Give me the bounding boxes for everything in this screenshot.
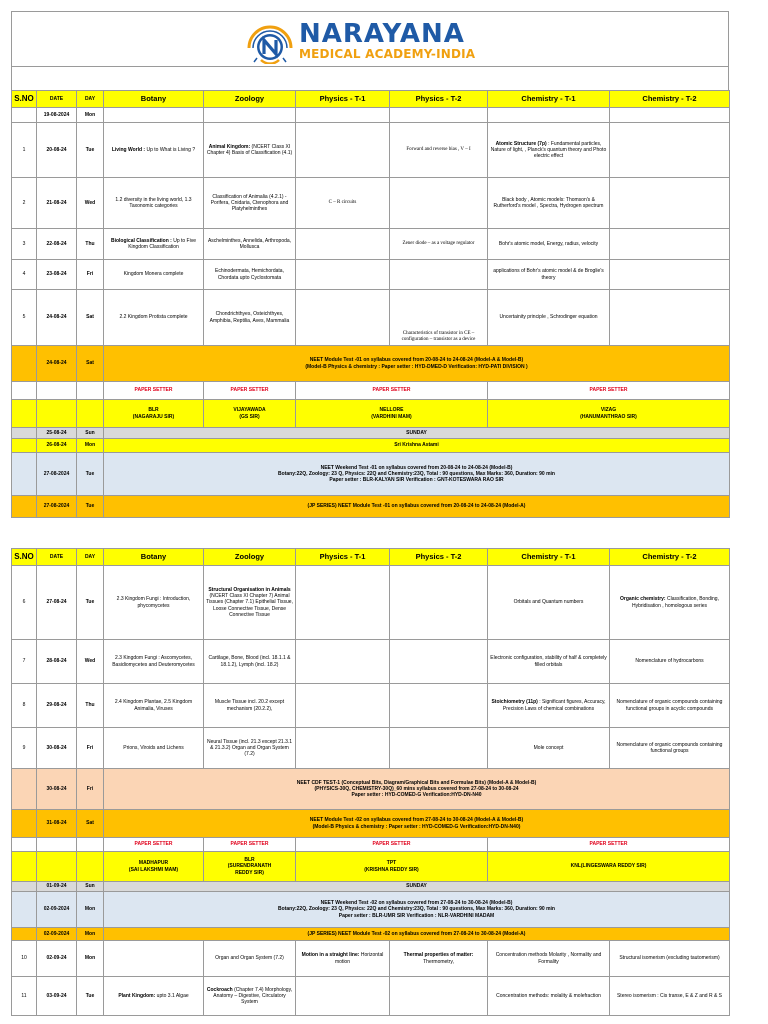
header-botany: Botany: [104, 91, 204, 108]
cell-date: 21-08-24: [37, 178, 77, 229]
holiday-row: [12, 439, 730, 453]
cell-zoology: Chondrichthyes, Osteichthyes, Amphibia, Reptilia, Aves, Mammalia: [204, 290, 296, 346]
cell-physics-t1: [296, 684, 390, 728]
cell-day: Tue: [77, 566, 104, 640]
topic-text: Thermometry,: [423, 958, 454, 965]
header-chemistry-t1: Chemistry - T-1: [488, 91, 610, 108]
weekend-test-banner: [104, 892, 730, 928]
cell-chemistry-t1: Uncertainity principle , Schrodinger equation: [488, 290, 610, 346]
cell-zoology: [204, 108, 296, 123]
topic-heading: Structural Organisation in Animals: [208, 586, 291, 593]
cell-physics-t1: [296, 123, 390, 178]
topic-heading: Atomic Structure (7p): [495, 140, 547, 147]
cell-zoology: [204, 123, 296, 178]
table-row: [12, 566, 730, 640]
cell-physics-t1: [296, 640, 390, 684]
cell-chemistry-t1: Orbitals and Quantum numbers: [488, 566, 610, 640]
topic-text: : Fundamental particles, Nature of light, , Planck's quantum theory and Photo electric effect: [490, 140, 607, 160]
cell-sno: 5: [12, 290, 37, 346]
module-test-row: [12, 346, 730, 382]
topic-text: : Significant figures, Accuracy, Precision Laws of chemical combinations: [502, 699, 606, 712]
cell-botany: Prions, Viroids and Lichens: [104, 728, 204, 769]
cell-day: Tue: [77, 453, 104, 496]
cell-zoology: [204, 566, 296, 640]
cell-date: 22-08-24: [37, 229, 77, 260]
cell-chemistry-t1: [488, 108, 610, 123]
cell-chemistry-t1: Concentration methods Molarity , Normality and Formality: [488, 941, 610, 977]
cell-chemistry-t2: [610, 178, 730, 229]
cell-chemistry-t2: [610, 566, 730, 640]
cell-physics-t2: [390, 941, 488, 977]
cell-sno: 10: [12, 941, 37, 977]
table-row: [12, 977, 730, 1016]
cell-physics-t2: [390, 260, 488, 290]
narayana-logo: [245, 18, 475, 64]
paper-setter-names-row: [12, 852, 730, 882]
paper-setter-label: PAPER SETTER: [204, 838, 296, 852]
cell-date: 30-08-24: [37, 728, 77, 769]
cell-botany: Kingdom Monera complete: [104, 260, 204, 290]
weekend-test-banner: [104, 453, 730, 496]
cell-physics-t1: [296, 290, 390, 346]
cell-botany: 2.4 Kingdom Plantae, 2.5 Kingdom Animalia, Viruses: [104, 684, 204, 728]
table-row: [12, 260, 730, 290]
cell-chemistry-t2: [610, 123, 730, 178]
sunday-row: [12, 428, 730, 439]
paper-setter-label: PAPER SETTER: [296, 382, 488, 400]
cell-zoology: Aschelminthes, Annelida, Arthropoda, Mollusca: [204, 229, 296, 260]
banner-line: NEET CDF TEST-1 (Conceptual Bits, Diagram/Graphical Bits and Formulae Bits) (Model-A & Model-B): [296, 779, 537, 786]
blank-spacer-row: [11, 66, 729, 90]
header-date: DATE: [37, 91, 77, 108]
cell-physics-t1: [296, 566, 390, 640]
header-chemistry-t1: Chemistry - T-1: [488, 549, 610, 566]
cell-zoology: Echinodermata, Hemichordata, Chordata upto Cyclostomata: [204, 260, 296, 290]
paper-setter-label: PAPER SETTER: [488, 382, 730, 400]
cell-day: Thu: [77, 684, 104, 728]
cell-day: Fri: [77, 260, 104, 290]
header-botany: Botany: [104, 549, 204, 566]
cell-chemistry-t2: Nomenclature of organic compounds containing functional groups: [610, 728, 730, 769]
banner-line: Paper setter : BLR-UMR SIR Verification : NLR-VARDHINI MADAM: [338, 912, 495, 919]
cell-physics-t2: Characteristics of transistor in CE – configuration – transistor as a device: [390, 290, 488, 346]
topic-text: Classification, Bonding, Hybridisation , homologous series: [631, 596, 719, 609]
jp-series-banner: (JP SERIES) NEET Module Test -01 on syllabus covered from 20-08-24 to 24-08-24 (Model-A): [104, 496, 730, 518]
cell-day: Wed: [77, 178, 104, 229]
logo-subtitle: MEDICAL ACADEMY-INDIA: [299, 47, 476, 61]
cell-physics-t1: [296, 108, 390, 123]
topic-heading: Cockroach: [206, 986, 233, 993]
banner-line: NEET Module Test -02 on syllabus covered from 27-08-24 to 30-08-24 (Model-A & Model-B): [309, 817, 524, 824]
header-sno: S.NO: [12, 549, 37, 566]
table-row: [12, 728, 730, 769]
paper-setter-name: BLR (NAGARAJU SIR): [104, 400, 204, 428]
table-row: [12, 229, 730, 260]
banner-line: (PHYSICS-30Q, CHEMISTRY-30Q)_60 mins syllabus covered from 27-08-24 to 30-08-24: [314, 785, 519, 792]
cell-date: 20-08-24: [37, 123, 77, 178]
table-row: [12, 941, 730, 977]
table-row: [12, 684, 730, 728]
cell-date: 24-08-24: [37, 290, 77, 346]
cell-date: 02-09-2024: [37, 892, 77, 928]
topic-heading: Living World :: [111, 146, 146, 153]
paper-setter-label: PAPER SETTER: [204, 382, 296, 400]
cell-date: 27-08-24: [37, 566, 77, 640]
banner-line: Paper setter : HYD-COMED-G Verification:HYD-DN-N40: [351, 792, 482, 799]
schedule-table-1: [11, 90, 730, 518]
cell-physics-t1: [296, 260, 390, 290]
cell-physics-t1: [296, 941, 390, 977]
topic-text: Up to Five Kingdom Classification: [128, 237, 197, 250]
cell-sno: 8: [12, 684, 37, 728]
cell-chemistry-t2: [610, 108, 730, 123]
table-row: [12, 123, 730, 178]
table-row: [12, 178, 730, 229]
cell-day: Tue: [77, 496, 104, 518]
paper-setter-name: TPT (KRISHNA REDDY SIR): [296, 852, 488, 882]
cell-botany: 2.2 Kingdom Protista complete: [104, 290, 204, 346]
cell-day: Thu: [77, 229, 104, 260]
cell-date: 30-08-24: [37, 769, 77, 810]
header-chemistry-t2: Chemistry - T-2: [610, 91, 730, 108]
jp-series-banner: (JP SERIES) NEET Module Test -02 on syllabus covered from 27-08-24 to 30-08-24 (Model-A): [104, 928, 730, 941]
cell-botany: [104, 108, 204, 123]
banner-line: NEET Weekend Test -02 on syllabus covered from 27-08-24 to 30-08-24 (Model-B): [320, 900, 513, 907]
holiday-label: Sri Krishna Astami: [104, 439, 730, 453]
cell-botany: 1.2 diversity in the living world, 1.3 Taxonomic categories: [104, 178, 204, 229]
cell-botany: [104, 123, 204, 178]
cell-zoology: Muscle Tissue incl. 20.2 except mechanism (20.2.2),: [204, 684, 296, 728]
header-date: DATE: [37, 549, 77, 566]
cell-chemistry-t2: [610, 290, 730, 346]
table-header-row: [12, 549, 730, 566]
paper-setter-label: PAPER SETTER: [488, 838, 730, 852]
cell-chemistry-t1: Electronic configuration, stability of half & completely filled orbitals: [488, 640, 610, 684]
paper-setter-label: PAPER SETTER: [104, 838, 204, 852]
cell-zoology: [204, 977, 296, 1016]
cell-chemistry-t2: Nomenclature of organic compounds containing functional groups in acyclic compounds: [610, 684, 730, 728]
paper-setter-name: KNL(LINGESWARA REDDY SIR): [488, 852, 730, 882]
cell-zoology: Classification of Animalia (4.2.1) - Porifera, Cnidaria, Ctenophora and Platyhelminthes: [204, 178, 296, 229]
topic-heading: Biological Classification :: [110, 237, 172, 244]
table-row: [12, 290, 730, 346]
header-day: DAY: [77, 91, 104, 108]
sunday-row: [12, 882, 730, 892]
banner-line: NEET Module Test -01 on syllabus covered from 20-08-24 to 24-08-24 (Model-A & Model-B): [309, 357, 524, 364]
module-test-banner: [104, 810, 730, 838]
cell-physics-t2: [390, 178, 488, 229]
banner-line: Botany:22Q, Zoology: 23 Q, Physics: 22Q and Chemistry:23Q, Total : 90 questions, Max Marks: 360, Duration: 90 min: [278, 906, 555, 913]
paper-setter-name: VIZAG (HANUMANTHRAO SIR): [488, 400, 730, 428]
cell-day: Sun: [77, 882, 104, 892]
weekend-test-row: [12, 453, 730, 496]
paper-setter-name: BLR (SURENDRANATH REDDY SIR): [204, 852, 296, 882]
paper-setter-name: MADHAPUR (SAI LAKSHMI MAM): [104, 852, 204, 882]
narayana-emblem-icon: [245, 18, 295, 64]
cell-botany: 2.3 Kingdom Fungi : Ascomycetes, Basidiomycetes and Deuteromycetes: [104, 640, 204, 684]
schedule-table-2: [11, 548, 730, 1016]
cell-day: Sat: [77, 346, 104, 382]
cell-sno: 2: [12, 178, 37, 229]
cell-chemistry-t2: Structural isomerism (excluding tautomerism): [610, 941, 730, 977]
topic-text: upto 3.1 Algae: [155, 992, 189, 999]
topic-heading: Thermal properties of matter:: [403, 952, 474, 959]
cell-botany: [104, 229, 204, 260]
module-test-row: [12, 810, 730, 838]
cell-sno: 1: [12, 123, 37, 178]
cell-day: Wed: [77, 640, 104, 684]
cell-day: Tue: [77, 977, 104, 1016]
cell-day: Fri: [77, 728, 104, 769]
cell-date: 29-08-24: [37, 684, 77, 728]
cell-physics-t2: [390, 728, 488, 769]
header-physics-t2: Physics - T-2: [390, 91, 488, 108]
paper-setter-name: VIJAYAWADA (GS SIR): [204, 400, 296, 428]
cell-date: 02-09-24: [37, 941, 77, 977]
cell-chemistry-t1: Bohr's atomic model, Energy, radius, velocity: [488, 229, 610, 260]
table-row: [12, 640, 730, 684]
cell-physics-t2: Zener diode – as a voltage regulator: [390, 229, 488, 260]
cell-chemistry-t1: Mole concept: [488, 728, 610, 769]
cell-date: 24-08-24: [37, 346, 77, 382]
jp-series-row: [12, 496, 730, 518]
header-zoology: Zoology: [204, 549, 296, 566]
topic-heading: Stoichiometry (11p): [491, 699, 538, 706]
cell-chemistry-t2: [610, 229, 730, 260]
cell-date: 27-08-2024: [37, 496, 77, 518]
cell-physics-t2: [390, 640, 488, 684]
cdf-test-banner: [104, 769, 730, 810]
cell-chemistry-t1: [488, 684, 610, 728]
banner-line: Botany:22Q, Zoology: 23 Q, Physics: 22Q and Chemistry:23Q, Total : 90 questions, Max Marks: 360, Duration: 90 min: [278, 470, 555, 477]
header-chemistry-t2: Chemistry - T-2: [610, 549, 730, 566]
cell-day: Fri: [77, 769, 104, 810]
cell-day: Mon: [77, 941, 104, 977]
cell-date: 25-08-24: [37, 428, 77, 439]
paper-setter-label-row: [12, 838, 730, 852]
cell-day: Tue: [77, 123, 104, 178]
header-sno: S.NO: [12, 91, 37, 108]
cell-chemistry-t2: [610, 260, 730, 290]
cell-botany: [104, 977, 204, 1016]
cell-chemistry-t1: Black body , Atomic models: Thomson's & Rutherford's model , Spectra, Hydrogen spectrum: [488, 178, 610, 229]
paper-setter-label-row: [12, 382, 730, 400]
cell-sno: 7: [12, 640, 37, 684]
cell-date: 03-09-24: [37, 977, 77, 1016]
cell-chemistry-t2: Stereo isomerism : Cis transe, E & Z and R & S: [610, 977, 730, 1016]
cell-chemistry-t1: Concentration methods: molality & molefraction: [488, 977, 610, 1016]
cell-date: 31-08-24: [37, 810, 77, 838]
cell-physics-t2: [390, 566, 488, 640]
header-zoology: Zoology: [204, 91, 296, 108]
cell-sno: 6: [12, 566, 37, 640]
cell-sno: 4: [12, 260, 37, 290]
holiday-label: SUNDAY: [104, 428, 730, 439]
cell-sno: 3: [12, 229, 37, 260]
cell-physics-t2: [390, 684, 488, 728]
banner-line: NEET Weekend Test -01 on syllabus covered from 20-08-24 to 24-08-24 (Model-B): [320, 464, 513, 471]
paper-setter-label: PAPER SETTER: [296, 838, 488, 852]
cell-date: 01-09-24: [37, 882, 77, 892]
cell-zoology: Organ and Organ System (7.2): [204, 941, 296, 977]
cell-day: Sun: [77, 428, 104, 439]
cell-date: 23-08-24: [37, 260, 77, 290]
cell-date: 28-08-24: [37, 640, 77, 684]
cell-physics-t1: [296, 977, 390, 1016]
topic-text: (NCERT Class XI Chapter 4) Basis of Classification (4.1): [206, 143, 293, 156]
cell-date: 27-08-2024: [37, 453, 77, 496]
topic-text: (Chapter 7.4) Morphology, Anatomy – Digestive, Circulatory System: [213, 986, 293, 1006]
jp-series-row: [12, 928, 730, 941]
cell-day: Mon: [77, 439, 104, 453]
topic-text: Up to What is Living ?: [145, 146, 196, 153]
topic-text: Horizontal motion: [334, 952, 384, 965]
cell-physics-t2: [390, 108, 488, 123]
cdf-test-row: [12, 769, 730, 810]
topic-heading: Plant Kingdom:: [118, 992, 156, 999]
topic-heading: Motion in a straight line:: [301, 952, 360, 959]
cell-sno: 9: [12, 728, 37, 769]
header-physics-t1: Physics - T-1: [296, 549, 390, 566]
cell-botany: [104, 941, 204, 977]
banner-line: (Model-B Physics & chemistry : Paper setter : HYD-COMED-G Verification:HYD-DN-N40): [312, 823, 521, 830]
banner-line: (Model-B Physics & chemistry : Paper setter : HYD-DMED-D Verification: HYD-PATI DIVISION ): [305, 363, 528, 370]
weekend-test-row: [12, 892, 730, 928]
cell-day: Sat: [77, 810, 104, 838]
paper-setter-label: PAPER SETTER: [104, 382, 204, 400]
table-header-row: [12, 91, 730, 108]
topic-heading: Organic chemistry:: [620, 596, 666, 603]
paper-setter-name: NELLORE (VARDHINI MAM): [296, 400, 488, 428]
header-day: DAY: [77, 549, 104, 566]
cell-physics-t1: C – R circuits: [296, 178, 390, 229]
cell-chemistry-t1: applications of Bohr's atomic model & de Broglie's theory: [488, 260, 610, 290]
cell-sno: [12, 346, 37, 382]
cell-botany: 2.3 Kingdom Fungi : Introduction, phycomycetes: [104, 566, 204, 640]
paper-setter-names-row: [12, 400, 730, 428]
logo-title: NARAYANA: [299, 19, 465, 49]
cell-day: Mon: [77, 892, 104, 928]
table-row: [12, 108, 730, 123]
holiday-label: SUNDAY: [104, 882, 730, 892]
header-physics-t1: Physics - T-1: [296, 91, 390, 108]
cell-day: Mon: [77, 928, 104, 941]
cell-date: 26-08-24: [37, 439, 77, 453]
cell-chemistry-t1: [488, 123, 610, 178]
cell-zoology: Neural Tissue (incl. 21.3 except 21.3.1 & 21.3.2) Organ and Organ System (7.2): [204, 728, 296, 769]
cell-chemistry-t2: Nomenclature of hydrocarbons: [610, 640, 730, 684]
cell-sno: [12, 108, 37, 123]
topic-text: (NCERT Class XI Chapter 7) Animal Tissues (Chapter 7.1) Epithelial Tissue, Loose Connective Tissue, Dense Connective Tissue: [206, 593, 293, 618]
cell-physics-t1: [296, 728, 390, 769]
logo-header: [11, 11, 729, 66]
cell-date: 02-09-2024: [37, 928, 77, 941]
cell-day: Sat: [77, 290, 104, 346]
banner-line: Paper setter : BLR-KALYAN SIR Verification : GNT-KOTESWARA RAO SIR: [329, 477, 504, 484]
cell-sno: 11: [12, 977, 37, 1016]
cell-physics-t2: [390, 977, 488, 1016]
cell-date: 19-08-2024: [37, 108, 77, 123]
cell-zoology: Cartilage, Bone, Blood (incl. 18.1.1 & 18.1.2), Lymph (incl. 18.2): [204, 640, 296, 684]
cell-physics-t1: [296, 229, 390, 260]
cell-physics-t2: Forward and reverse bias , V – I: [390, 123, 488, 178]
topic-heading: Animal Kingdom:: [208, 143, 251, 150]
module-test-banner: [104, 346, 730, 382]
cell-day: Mon: [77, 108, 104, 123]
header-physics-t2: Physics - T-2: [390, 549, 488, 566]
